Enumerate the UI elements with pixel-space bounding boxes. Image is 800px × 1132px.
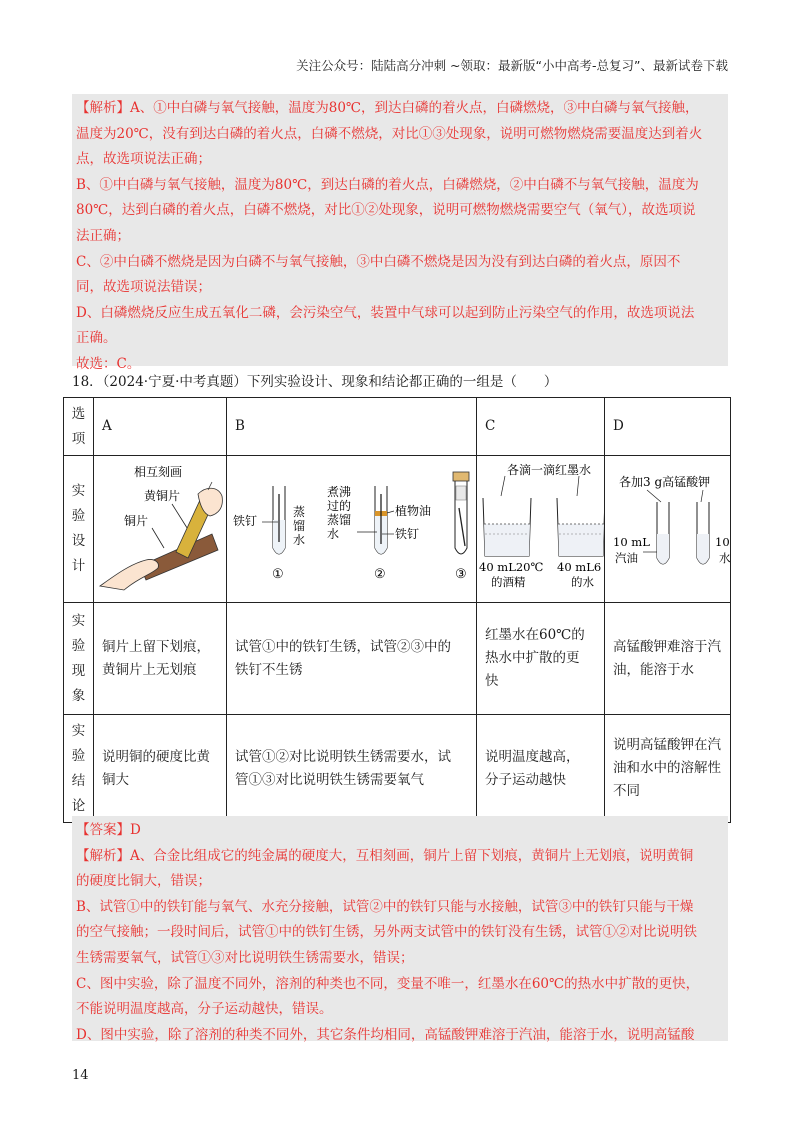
experiment-table <box>63 397 731 823</box>
option-d-header: D <box>605 398 731 456</box>
analysis-line: 正确。 <box>76 330 117 347</box>
tube-water-label: 10 <box>715 535 730 549</box>
analysis-line: 温度为20℃，没有到达白磷的着火点，白磷不燃烧，对比①③处现象，说明可燃物燃烧需要温度达到着火 <box>76 125 703 142</box>
page-number: 14 <box>72 1068 89 1083</box>
label-copper: 铜片 <box>124 514 149 528</box>
label-oil: 植物油 <box>395 504 432 518</box>
table-row-conclusion <box>64 715 731 823</box>
analysis-tag: 【解析】 <box>76 100 130 116</box>
design-d-cell <box>605 456 731 603</box>
label-nail-2: 铁钉 <box>395 527 420 541</box>
row-label-design: 实 验 设 计 <box>64 456 94 603</box>
analysis-block-1 <box>72 94 728 372</box>
analysis-block-2 <box>72 816 728 1041</box>
svg-text:汽油: 汽油 <box>615 551 638 565</box>
analysis-line: 点，故选项说法正确； <box>76 151 211 168</box>
beaker-2-label: 40 mL6 <box>557 560 602 574</box>
design-c-cell <box>477 456 605 603</box>
beaker-1-label: 40 mL20℃ <box>479 560 544 574</box>
tube-2-number: ② <box>374 567 386 582</box>
tube-gasoline-label: 10 mL <box>613 535 650 549</box>
tube-3-number: ③ <box>455 567 467 582</box>
design-a-cell <box>94 456 227 603</box>
stopper <box>453 472 469 481</box>
analysis-line: 不能说明温度越高，分子运动越快，错误。 <box>76 1001 333 1018</box>
analysis-line: C、图中实验，除了温度不同外，溶剂的种类也不同，变量不唯一，红墨水在60℃的热水中扩散的更快， <box>76 975 700 992</box>
analysis-line: B、试管①中的铁钉能与氧气、水充分接触，试管②中的铁钉只能与水接触，试管③中的铁钉只能与干燥 <box>76 898 694 915</box>
label-kmno4: 各加3 g高锰酸钾 <box>619 475 711 489</box>
analysis-line: 【解析】A、①中白磷与氧气接触，温度为80℃，到达白磷的着火点，白磷燃烧，③中白磷与氧气接触， <box>76 100 699 116</box>
analysis-line: B、①中白磷与氧气接触，温度为80℃，到达白磷的着火点，白磷燃烧，②中白磷不与氧气接触，温度为 <box>76 176 699 193</box>
label-boiled-water: 煮沸 <box>327 485 352 499</box>
svg-text:的酒精: 的酒精 <box>491 575 526 589</box>
tube-1-number: ① <box>272 567 284 582</box>
svg-text:水: 水 <box>293 533 306 547</box>
row-label-option: 选 项 <box>64 398 94 456</box>
answer-value: D <box>130 822 141 838</box>
label-nail-1: 铁钉 <box>233 514 258 528</box>
analysis-line: C、②中白磷不燃烧是因为白磷不与氧气接触，③中白磷不燃烧是因为没有到达白磷的着火点，原因不 <box>76 253 681 270</box>
option-c-header: C <box>477 398 605 456</box>
row-label-conclusion: 实 验 结 论 <box>64 715 94 823</box>
analysis-line: 的空气接触；一段时间后，试管①中的铁钉生锈，另外两支试管中的铁钉没有生锈，试管①②对比说明铁 <box>76 924 697 941</box>
phenomenon-b: 试管①中的铁钉生锈，试管②③中的 铁钉不生锈 <box>227 603 477 715</box>
label-mutual: 相互刻画 <box>134 465 183 479</box>
page-header: 关注公众号：陆陆高分冲刺 ~领取：最新版“小中高考-总复习”、最新试卷下载 <box>296 58 728 73</box>
phenomenon-d: 高锰酸钾难溶于汽 油，能溶于水 <box>605 603 731 715</box>
svg-text:水: 水 <box>719 551 730 565</box>
analysis-line: 的硬度比铜大，错误； <box>76 873 211 890</box>
svg-text:过的: 过的 <box>327 499 352 513</box>
answer-line <box>72 818 728 844</box>
design-b-cell <box>227 456 477 603</box>
answer-tag: 【答案】 <box>76 822 130 838</box>
table-row-design <box>64 456 731 603</box>
svg-text:馏: 馏 <box>293 519 306 533</box>
conclusion-d: 说明高锰酸钾在汽 油和水中的溶解性 不同 <box>605 715 731 823</box>
analysis-line: 故选：C。 <box>76 355 141 372</box>
conclusion-b: 试管①②对比说明铁生锈需要水，试 管①③对比说明铁生锈需要氧气 <box>227 715 477 823</box>
row-label-phenomenon: 实 验 现 象 <box>64 603 94 715</box>
iron-rust-tubes-figure <box>227 456 476 594</box>
analysis-line: 同，故选项说法错误； <box>76 279 211 296</box>
analysis-tag: 【解析】 <box>76 847 130 864</box>
svg-text:的水: 的水 <box>571 575 594 589</box>
label-red-ink: 各滴一滴红墨水 <box>507 463 592 477</box>
phenomenon-c: 红墨水在60℃的 热水中扩散的更 快 <box>477 603 605 715</box>
option-a-header: A <box>94 398 227 456</box>
analysis-line: 生锈需要氧气，试管①③对比说明铁生锈需要水，错误； <box>76 949 414 966</box>
analysis-line: 80℃，达到白磷的着火点，白磷不燃烧，对比①②处现象，说明可燃物燃烧需要空气（氧气），故选项说 <box>76 202 696 219</box>
label-brass: 黄铜片 <box>144 489 181 503</box>
question-18: 18．（2024·宁夏·中考真题）下列实验设计、现象和结论都正确的一组是（ ） <box>72 374 558 390</box>
solubility-tubes-figure <box>605 456 730 594</box>
label-water: 蒸 <box>293 505 306 519</box>
svg-text:蒸馏: 蒸馏 <box>327 513 352 527</box>
svg-text:水: 水 <box>327 527 340 541</box>
conclusion-a: 说明铜的硬度比黄 铜大 <box>94 715 227 823</box>
analysis-line: D、图中实验，除了溶剂的种类不同外，其它条件均相同，高锰酸钾难溶于汽油，能溶于水，说明高锰酸 <box>76 1026 695 1043</box>
option-b-header: B <box>227 398 477 456</box>
analysis-line: 【解析】A、合金比组成它的纯金属的硬度大，互相刻画，铜片上留下划痕，黄铜片上无划痕，说明黄铜 <box>76 847 694 864</box>
table-row-phenomenon <box>64 603 731 715</box>
conclusion-c: 说明温度越高， 分子运动越快 <box>477 715 605 823</box>
brass-copper-scratch-figure <box>94 456 226 594</box>
copper-strip <box>140 534 218 580</box>
table-row-options <box>64 398 731 456</box>
analysis-line: 法正确； <box>76 227 130 244</box>
diffusion-beakers-figure <box>477 456 604 594</box>
analysis-line: D、白磷燃烧反应生成五氧化二磷，会污染空气，装置中气球可以起到防止污染空气的作用，故选项说法 <box>76 304 695 321</box>
phenomenon-a: 铜片上留下划痕， 黄铜片上无划痕 <box>94 603 227 715</box>
